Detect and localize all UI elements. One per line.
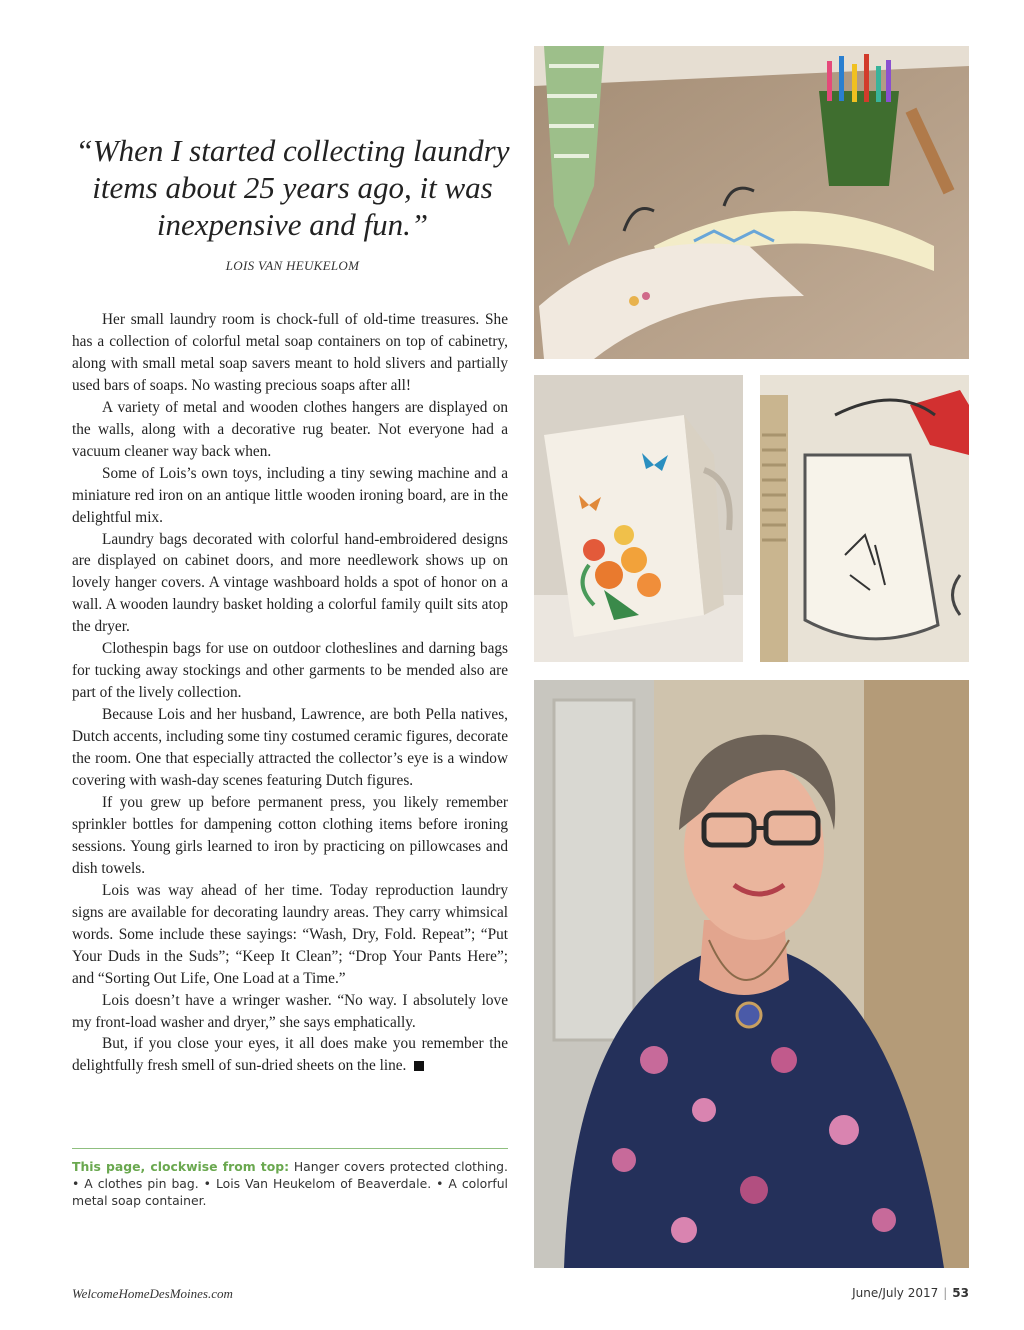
- footer-folio: [852, 1286, 969, 1300]
- photo-soap-container: [534, 375, 743, 662]
- article-paragraph: Her small laundry room is chock-full of old-time treasures. She has a collection of colorful metal soap containers on top of cabinetry, along with small metal soap savers meant to hold slivers and partially used bars of soaps. No wasting precious soaps after all!: [72, 311, 508, 394]
- article-paragraph: Some of Lois’s own toys, including a tiny sewing machine and a miniature red iron on an antique little wooden ironing board, are in the delightful mix.: [72, 464, 508, 526]
- article-paragraph-text: But, if you close your eyes, it all does make you remember the delightfully fresh smell of sun-dried sheets on the line.: [72, 1035, 508, 1075]
- caption-divider: [72, 1148, 508, 1149]
- photo-hanger-covers: [534, 46, 969, 359]
- footer-website: WelcomeHomeDesMoines.com: [72, 1286, 233, 1301]
- article-paragraph: If you grew up before permanent press, you likely remember sprinkler bottles for dampening cotton clothing items before ironing sessions. Young girls learned to iron by practicing on pillowcases and dish towels.: [72, 793, 508, 877]
- photo-portrait: [534, 680, 969, 1268]
- footer-separator: |: [943, 1286, 948, 1300]
- article-body: [72, 309, 508, 1077]
- page-number: 53: [952, 1286, 969, 1300]
- footer-issue: June/July 2017: [852, 1286, 939, 1300]
- end-of-article-square-icon: [414, 1061, 424, 1071]
- pull-quote-attribution: LOIS VAN HEUKELOM: [225, 258, 360, 273]
- photo-clothespin-bag: [760, 375, 969, 662]
- article-paragraph: Clothespin bags for use on outdoor clotheslines and darning bags for tucking away stockings and other garments to be mended also are part of the lively collection.: [72, 640, 508, 702]
- article-paragraph: A variety of metal and wooden clothes hangers are displayed on the walls, along with a decorative rug beater. Not everyone had a vacuum cleaner way back when.: [72, 398, 508, 460]
- photo-caption: [72, 1158, 508, 1209]
- article-paragraph: Lois was way ahead of her time. Today reproduction laundry signs are available for decorating laundry areas. They carry whimsical words. Some include these sayings: “Wash, Dry, Fold. Repeat”; “Put Your Duds in the Suds”; “Keep It Clean”; “Drop Your Pants Here”; and “Sorting Out Life, One Load at a Time.”: [72, 881, 508, 987]
- article-paragraph: Lois doesn’t have a wringer washer. “No way. I absolutely love my front-load washer and dryer,” she says emphatically.: [72, 991, 508, 1031]
- article-paragraph-last: [72, 1033, 508, 1077]
- caption-text: Hanger covers protected clothing. • A clothes pin bag. • Lois Van Heukelom of Beaverdale. • A colorful metal soap container.: [72, 1159, 508, 1208]
- article-paragraph: Laundry bags decorated with colorful hand-embroidered designs are displayed on cabinet doors, and more needlework shows up on lovely hanger covers. A vintage washboard holds a spot of honor on a wall. A wooden laundry basket holding a colorful family quilt sits atop the dryer.: [72, 530, 508, 636]
- pull-quote: “When I started collecting laundry items about 25 years ago, it was inexpensive and fun.”: [75, 133, 510, 242]
- article-paragraph: Because Lois and her husband, Lawrence, are both Pella natives, Dutch accents, including some tiny costumed ceramic figures, decorate the room. One that especially attracted the collector’s eye is a window covering with wash-day scenes featuring Dutch figures.: [72, 706, 508, 790]
- caption-lead: This page, clockwise from top:: [72, 1159, 290, 1174]
